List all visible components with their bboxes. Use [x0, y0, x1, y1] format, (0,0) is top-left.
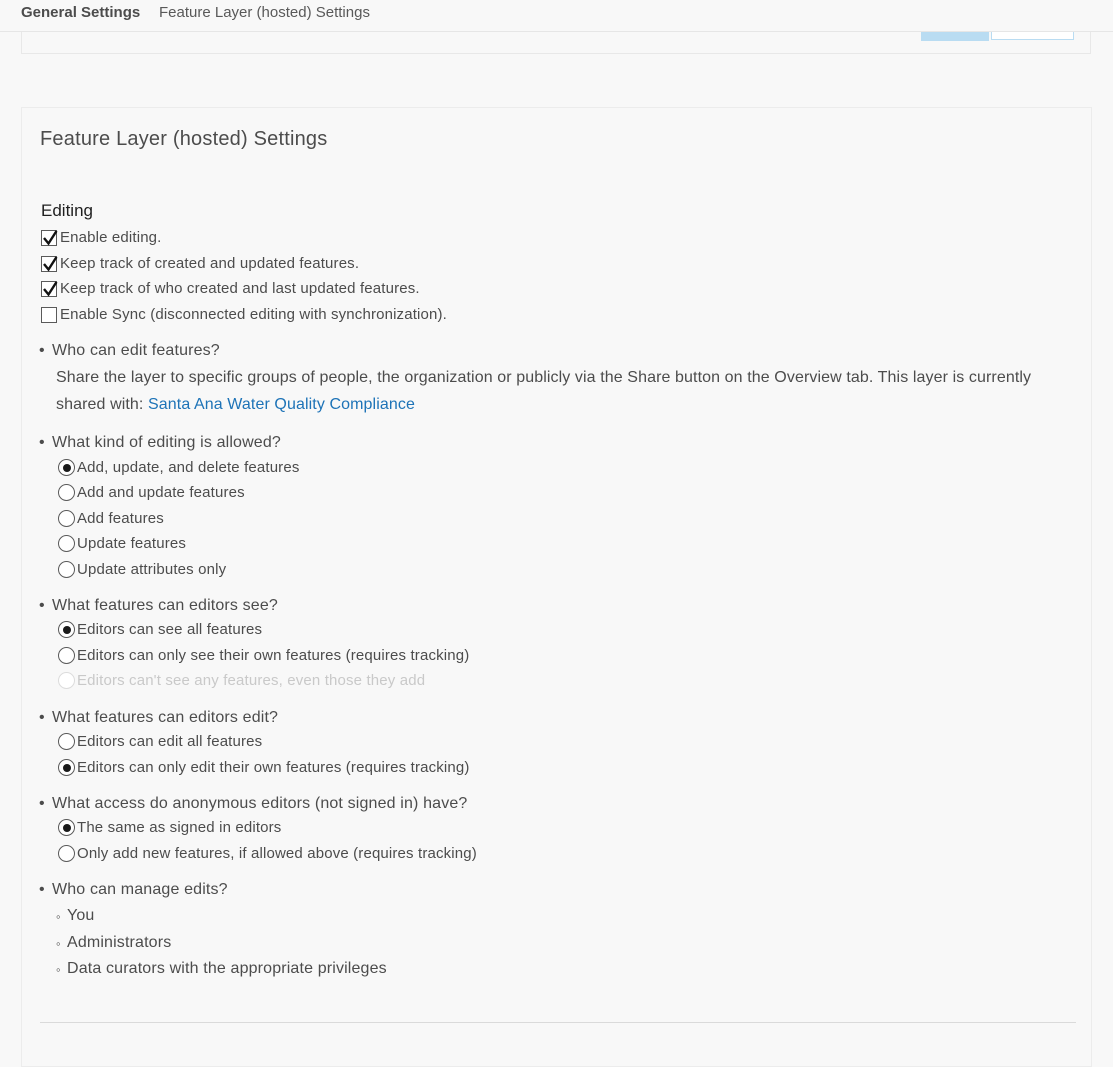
edit-own-label: Editors can only edit their own features (requires tracking): [77, 759, 470, 776]
enable-sync-checkbox[interactable]: [41, 307, 57, 323]
edit-all-label: Editors can edit all features: [77, 733, 263, 750]
editors-see-question: What features can editors see?: [52, 597, 278, 614]
radio-see-own[interactable]: [58, 647, 75, 664]
anon-same-label: The same as signed in editors: [77, 819, 282, 836]
bullet: •: [39, 342, 45, 359]
update-label: Update features: [77, 535, 186, 552]
sub-bullet: ◦: [56, 962, 61, 977]
radio-edit-own[interactable]: [58, 759, 75, 776]
enable-editing-checkbox[interactable]: [41, 230, 57, 246]
checkmark-icon: [41, 279, 59, 299]
enable-editing-label: Enable editing.: [60, 229, 162, 246]
radio-anon-same[interactable]: [58, 819, 75, 836]
track-who-label: Keep track of who created and last updated features.: [60, 280, 420, 297]
section-title: Feature Layer (hosted) Settings: [40, 128, 328, 150]
anon-add-only-label: Only add new features, if allowed above (requires tracking): [77, 845, 477, 862]
feature-layer-settings-card: [21, 107, 1092, 1067]
manager-you: You: [67, 907, 95, 924]
anonymous-question: What access do anonymous editors (not signed in) have?: [52, 795, 468, 812]
settings-tab-bar: [0, 0, 1113, 32]
bullet: •: [39, 597, 45, 614]
radio-add-update-delete[interactable]: [58, 459, 75, 476]
track-who-checkbox[interactable]: [41, 281, 57, 297]
radio-update[interactable]: [58, 535, 75, 552]
add-update-delete-label: Add, update, and delete features: [77, 459, 300, 476]
radio-anon-add-only[interactable]: [58, 845, 75, 862]
section-divider: [40, 1022, 1076, 1023]
see-all-label: Editors can see all features: [77, 621, 263, 638]
radio-see-none: [58, 672, 75, 689]
track-created-updated-label: Keep track of created and updated features.: [60, 255, 360, 272]
shared-group-link[interactable]: Santa Ana Water Quality Compliance: [148, 396, 415, 413]
editors-edit-question: What features can editors edit?: [52, 709, 279, 726]
enable-sync-label: Enable Sync (disconnected editing with synchronization).: [60, 306, 447, 323]
sub-bullet: ◦: [56, 936, 61, 951]
checkmark-icon: [41, 254, 59, 274]
editing-kind-question: What kind of editing is allowed?: [52, 434, 281, 451]
bullet: •: [39, 709, 45, 726]
save-button[interactable]: [921, 31, 989, 41]
cancel-button[interactable]: [991, 31, 1074, 40]
radio-see-all[interactable]: [58, 621, 75, 638]
see-own-label: Editors can only see their own features (requires tracking): [77, 647, 470, 664]
sharing-text: Share the layer to specific groups of people, the organization or publicly via the Share button on the Overview tab. This layer is currently shared with:: [56, 369, 1032, 413]
radio-add[interactable]: [58, 510, 75, 527]
tab-general-settings[interactable]: General Settings: [21, 4, 141, 21]
checkmark-icon: [41, 228, 59, 248]
bullet: •: [39, 795, 45, 812]
add-label: Add features: [77, 510, 164, 527]
sharing-description: [56, 364, 1061, 418]
bullet: •: [39, 434, 45, 451]
bullet: •: [39, 881, 45, 898]
editing-heading: Editing: [41, 201, 93, 220]
manager-data-curators: Data curators with the appropriate privileges: [67, 960, 387, 977]
radio-edit-all[interactable]: [58, 733, 75, 750]
update-attributes-label: Update attributes only: [77, 561, 227, 578]
see-none-label: Editors can't see any features, even those they add: [77, 672, 426, 689]
radio-add-update[interactable]: [58, 484, 75, 501]
radio-update-attributes[interactable]: [58, 561, 75, 578]
who-can-edit-question: Who can edit features?: [52, 342, 220, 359]
track-created-updated-checkbox[interactable]: [41, 256, 57, 272]
sub-bullet: ◦: [56, 909, 61, 924]
manager-administrators: Administrators: [67, 934, 172, 951]
tab-feature-layer-settings[interactable]: Feature Layer (hosted) Settings: [159, 4, 370, 21]
manage-edits-question: Who can manage edits?: [52, 881, 228, 898]
add-update-label: Add and update features: [77, 484, 245, 501]
